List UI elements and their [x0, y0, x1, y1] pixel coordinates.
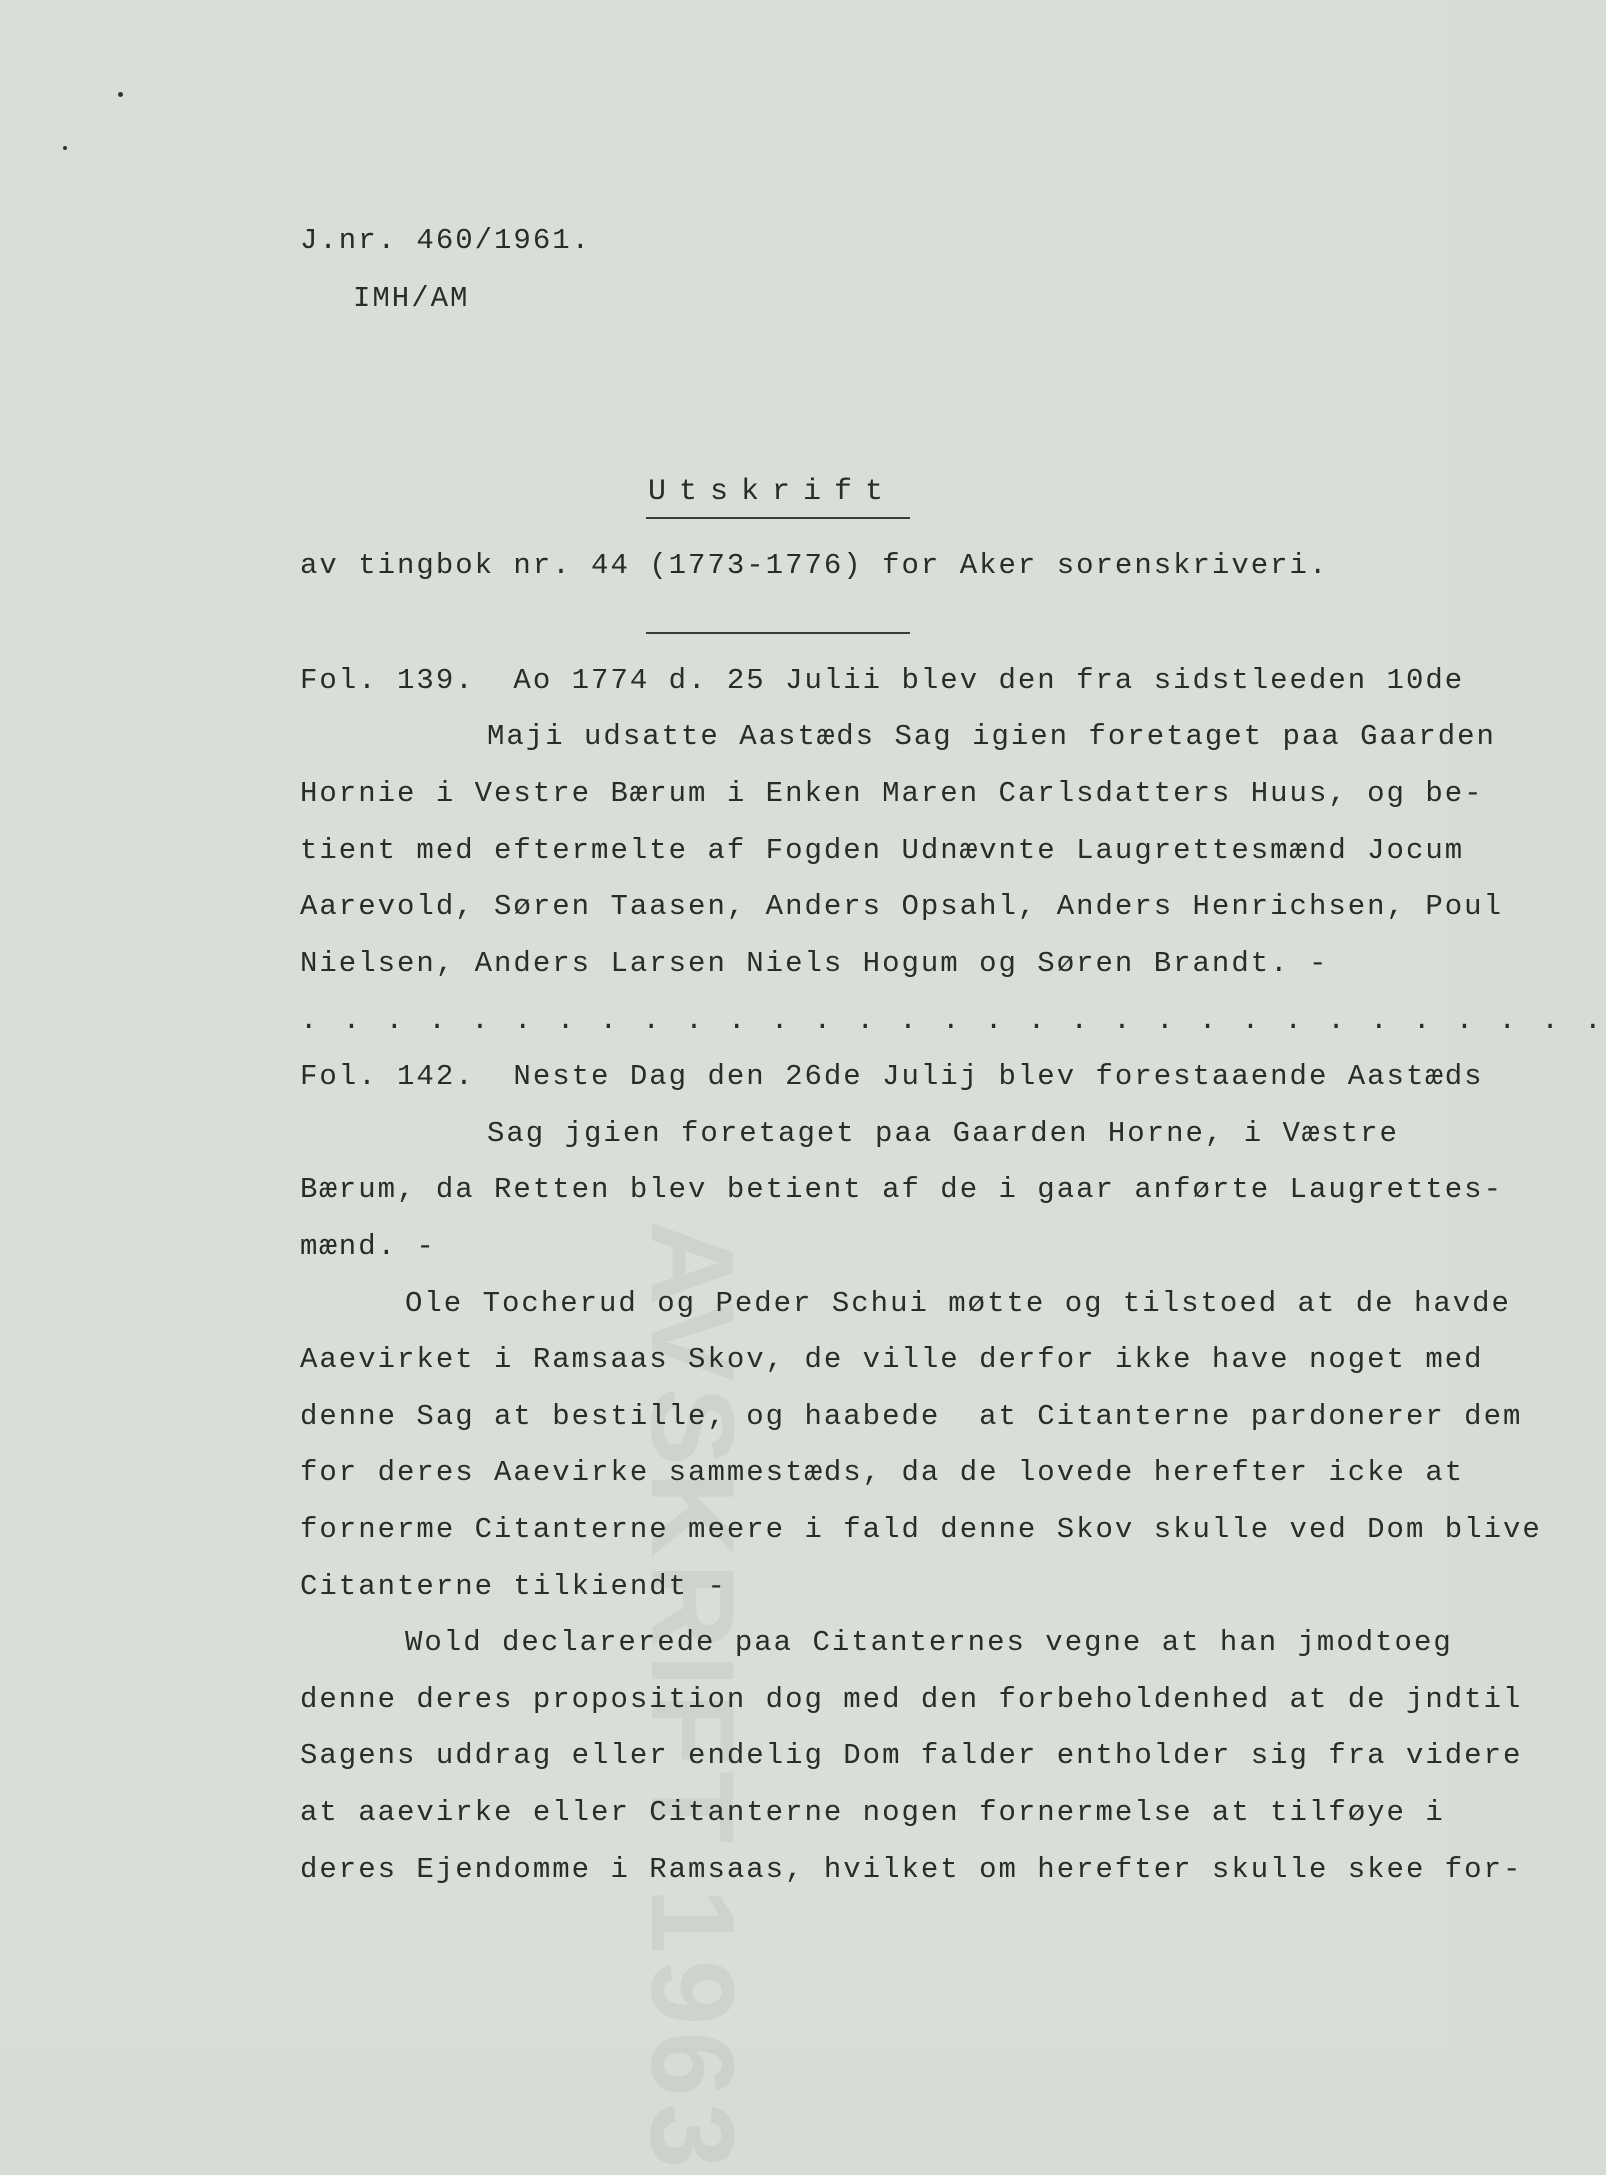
body-line: Citanterne tilkiendt - — [300, 1570, 727, 1603]
body-line: Maji udsatte Aastæds Sag igien foretaget paa Gaarden — [487, 720, 1496, 753]
body-line: Fol. 139. Ao 1774 d. 25 Julii blev den fra sidstleeden 10de — [300, 664, 1465, 697]
section-divider — [646, 632, 910, 634]
initials: IMH/AM — [353, 282, 470, 315]
body-line: deres Ejendomme i Ramsaas, hvilket om herefter skulle skee for- — [300, 1853, 1523, 1886]
body-line: Hornie i Vestre Bærum i Enken Maren Carlsdatters Huus, og be- — [300, 777, 1484, 810]
body-line: for deres Aaevirke sammestæds, da de lovede herefter icke at — [300, 1456, 1465, 1489]
body-line: Fol. 142. Neste Dag den 26de Julij blev forestaaende Aastæds — [300, 1060, 1484, 1093]
body-line: Sagens uddrag eller endelig Dom falder entholder sig fra videre — [300, 1739, 1523, 1772]
body-line: Ole Tocherud og Peder Schui møtte og tilstoed at de havde — [405, 1287, 1511, 1320]
body-line: Wold declarerede paa Citanternes vegne at han jmodtoeg — [405, 1626, 1453, 1659]
dot-leader: . . . . . . . . . . . . . . . . . . . . . . . . . . . . . . . — [300, 1004, 1606, 1037]
body-line: Nielsen, Anders Larsen Niels Hogum og Søren Brandt. - — [300, 947, 1329, 980]
document-subtitle: av tingbok nr. 44 (1773-1776) for Aker sorenskriveri. — [300, 549, 1329, 582]
body-line: Aarevold, Søren Taasen, Anders Opsahl, Anders Henrichsen, Poul — [300, 890, 1503, 923]
body-line: Bærum, da Retten blev betient af de i gaar anførte Laugrettes- — [300, 1173, 1503, 1206]
body-line: fornerme Citanterne meere i fald denne Skov skulle ved Dom blive — [300, 1513, 1542, 1546]
archive-stamp-watermark: AVSKRIFT 1963 — [626, 1220, 758, 2175]
body-line: tient med eftermelte af Fogden Udnævnte Laugrettesmænd Jocum — [300, 834, 1465, 867]
body-line: mænd. - — [300, 1230, 436, 1263]
body-line: Aaevirket i Ramsaas Skov, de ville derfor ikke have noget med — [300, 1343, 1484, 1376]
ink-speck — [63, 146, 67, 150]
body-line: at aaevirke eller Citanterne nogen fornermelse at tilføye i — [300, 1796, 1445, 1829]
document-title: Utskrift — [648, 475, 897, 509]
title-underline — [646, 517, 910, 519]
body-line: denne Sag at bestille, og haabede at Citanterne pardonerer dem — [300, 1400, 1523, 1433]
journal-number: J.nr. 460/1961. — [300, 224, 592, 257]
body-line: Sag jgien foretaget paa Gaarden Horne, i Væstre — [487, 1117, 1399, 1150]
body-line: denne deres proposition dog med den forbeholdenhed at de jndtil — [300, 1683, 1523, 1716]
ink-speck — [118, 92, 123, 97]
